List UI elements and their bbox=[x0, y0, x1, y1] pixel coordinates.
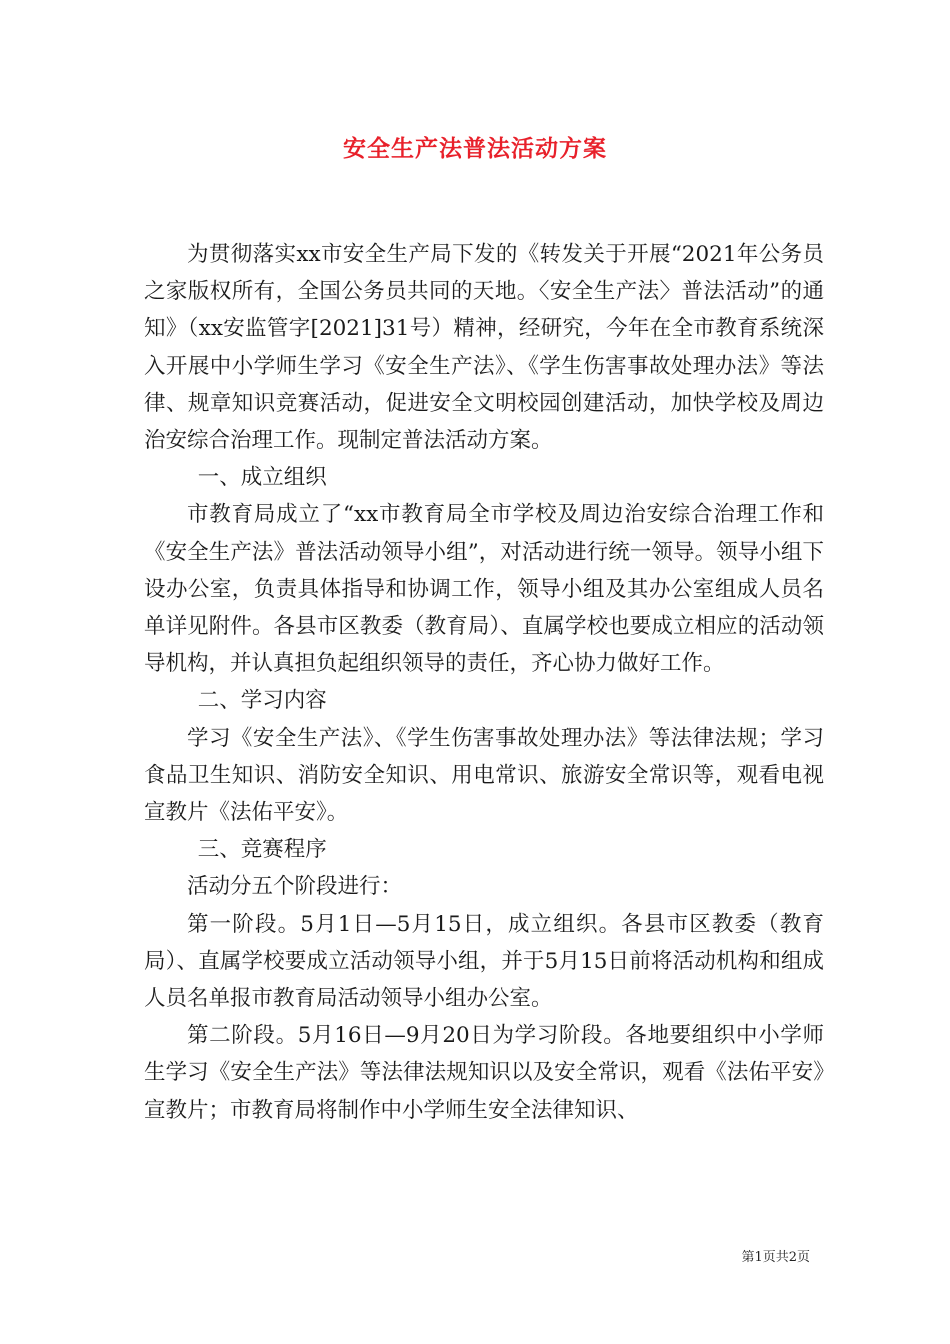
paragraph-content: 学习《安全生产法》、《学生伤害事故处理办法》等法律法规；学习食品卫生知识、消防安全知识、用电常识、旅游安全常识等，观看电视宣教片《法佑平安》。 bbox=[144, 725, 824, 826]
document-body bbox=[144, 236, 824, 1129]
section-heading-organization: 一、成立组织 bbox=[197, 465, 327, 491]
document-title: 安全生产法普法活动方案 bbox=[343, 135, 607, 162]
section-heading-procedure: 三、竞赛程序 bbox=[197, 837, 327, 863]
paragraph-stage-two: 第二阶段。5月16日—9月20日为学习阶段。各地要组织中小学师生学习《安全生产法》等法律法规知识以及安全常识，观看《法佑平安》宣教片；市教育局将制作中小学师生安全法律知识、 bbox=[144, 1023, 824, 1123]
paragraph-stages-intro: 活动分五个阶段进行： bbox=[187, 874, 403, 900]
section-heading-content: 二、学习内容 bbox=[197, 688, 327, 714]
paragraph-intro: 为贯彻落实xx市安全生产局下发的《转发关于开展“2021年公务员之家版权所有，全国公务员共同的天地。〈安全生产法〉普法活动”的通知》（xx安监管字[2021]31号）精神，经研究，今年在全市教育系统深入开展中小学师生学习《安全生产法》、《学生伤害事故处理办法》等法律、规章知识竞赛活动，促进安全文明校园创建活动，加快学校及周边治安综合治理工作。现制定普法活动方案。 bbox=[144, 242, 824, 454]
paragraph-stage-one: 第一阶段。5月1日—5月15日，成立组织。各县市区教委（教育局）、直属学校要成立活动领导小组，并于5月15日前将活动机构和组成人员名单报市教育局活动领导小组办公室。 bbox=[144, 911, 824, 1012]
paragraph-organization: 市教育局成立了“xx市教育局全市学校及周边治安综合治理工作和《安全生产法》普法活动领导小组”，对活动进行统一领导。领导小组下设办公室，负责具体指导和协调工作，领导小组及其办公室组成人员名单详见附件。各县市区教委（教育局）、直属学校也要成立相应的活动领导机构，并认真担负起组织领导的责任，齐心协力做好工作。 bbox=[144, 502, 824, 677]
page-number: 第1页共2页 bbox=[741, 1250, 810, 1265]
